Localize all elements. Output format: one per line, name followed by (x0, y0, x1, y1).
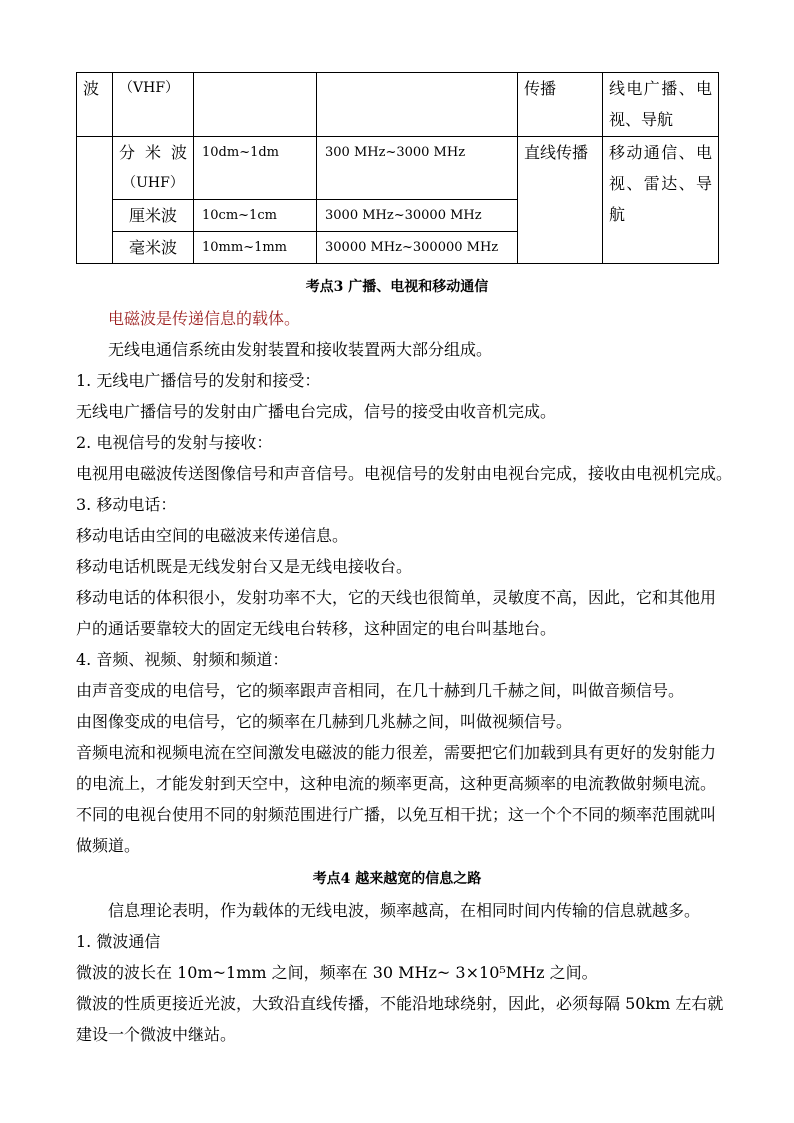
paragraph-line: 微波的性质更接近光波，大致沿直线传播，不能沿地球绕射，因此，必须每隔 50km 左右就 (76, 994, 724, 1013)
paragraph-line: 1. 微波通信 (76, 932, 161, 951)
table-cell (194, 73, 317, 137)
table-cell (317, 73, 518, 137)
table-cell: 3000 MHz~30000 MHz (317, 200, 518, 232)
table-cell: 10cm~1cm (194, 200, 317, 232)
paragraph-line: 由图像变成的电信号，它的频率在几赫到几兆赫之间，叫做视频信号。 (76, 712, 573, 731)
paragraph-line: 移动电话机既是无线发射台又是无线电接收台。 (76, 557, 413, 576)
section-heading: 考点4 越来越宽的信息之路 (312, 871, 482, 887)
paragraph-line: 无线电广播信号的发射由广播电台完成，信号的接受由收音机完成。 (76, 402, 557, 421)
paragraph-line: 做频道。 (76, 836, 141, 855)
section-heading: 考点3 广播、电视和移动通信 (305, 279, 489, 295)
cell-line: （UHF） (122, 175, 184, 191)
paragraph-line: 不同的电视台使用不同的射频范围进行广播，以免互相干扰；这一个个不同的频率范围就叫 (76, 805, 717, 824)
table-cell (603, 137, 719, 264)
table-cell: 传播 (518, 73, 603, 137)
paragraph-line: 4. 音频、视频、射频和频道： (76, 650, 289, 669)
table-cell: （VHF） (113, 73, 194, 137)
cell-line: 视、导航 (609, 110, 674, 129)
cell-line: 视、雷达、导 (609, 174, 712, 193)
cell-line: 航 (609, 205, 626, 224)
table-cell: 30000 MHz~300000 MHz (317, 232, 518, 264)
paragraph-line: 建设一个微波中继站。 (76, 1025, 237, 1044)
paragraph-line: 由声音变成的电信号，它的频率跟声音相同，在几十赫到几千赫之间，叫做音频信号。 (76, 681, 685, 700)
table-cell (603, 73, 719, 137)
paragraph-line: 电视用电磁波传送图像信号和声音信号。电视信号的发射由电视台完成，接收由电视机完成。 (76, 464, 733, 483)
wave-band-table (76, 72, 719, 264)
paragraph-line: 信息理论表明，作为载体的无线电波，频率越高，在相同时间内传输的信息就越多。 (108, 901, 701, 920)
table-cell: 波 (77, 73, 113, 137)
table-cell: 10mm~1mm (194, 232, 317, 264)
paragraph-line: 无线电通信系统由发射装置和接收装置两大部分组成。 (108, 340, 493, 359)
paragraph-line: 户的通话要靠较大的固定无线电台转移，这种固定的电台叫基地台。 (76, 619, 557, 638)
table-cell (77, 137, 113, 264)
table-row (77, 137, 719, 200)
paragraph-line: 2. 电视信号的发射与接收： (76, 433, 273, 452)
cell-line: 线电广播、电 (609, 79, 712, 98)
paragraph-line: 电磁波是传递信息的载体。 (108, 309, 301, 328)
paragraph-line: 音频电流和视频电流在空间激发电磁波的能力很差，需要把它们加载到具有更好的发射能力 (76, 743, 717, 762)
cell-line: 移动通信、电 (609, 143, 712, 162)
paragraph-line: 移动电话的体积很小，发射功率不大，它的天线也很简单，灵敏度不高，因此，它和其他用 (76, 588, 717, 607)
paragraph-line: 1. 无线电广播信号的发射和接受： (76, 371, 321, 390)
table-cell: 厘米波 (113, 200, 194, 232)
paragraph-line: 移动电话由空间的电磁波来传递信息。 (76, 526, 349, 545)
paragraph-line: 3. 移动电话： (76, 495, 177, 514)
cell-line: 分 米 波 (119, 143, 187, 162)
paragraph-line: 微波的波长在 10m~1mm 之间，频率在 30 MHz~ 3×10⁵MHz 之间。 (76, 963, 598, 982)
table-row (77, 73, 719, 137)
table-cell: 毫米波 (113, 232, 194, 264)
table-cell: 10dm~1dm (194, 137, 317, 200)
table-cell: 直线传播 (518, 137, 603, 264)
table-cell: 300 MHz~3000 MHz (317, 137, 518, 200)
table-cell (113, 137, 194, 200)
paragraph-line: 的电流上，才能发射到天空中，这种电流的频率更高，这种更高频率的电流教做射频电流。 (76, 774, 717, 793)
